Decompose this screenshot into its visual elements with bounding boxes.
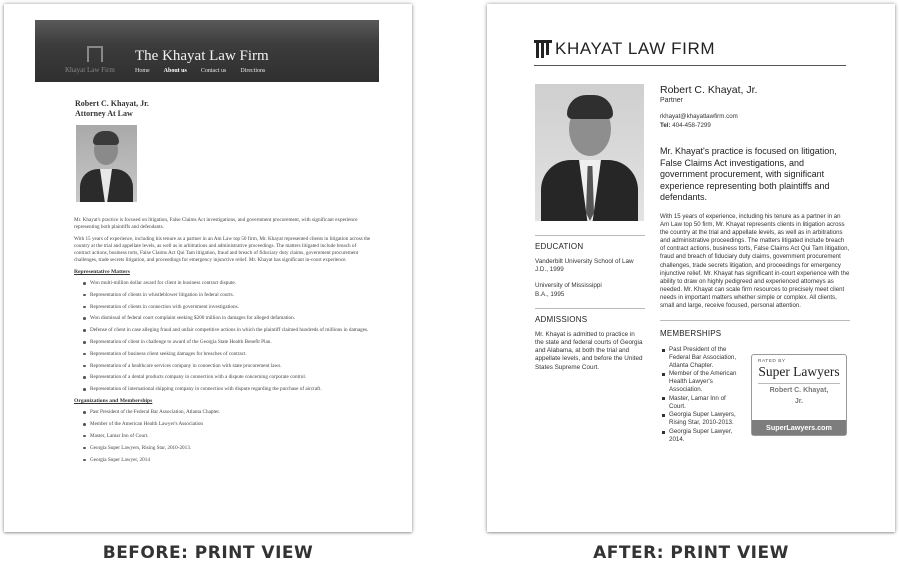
rep-matters-list [74, 280, 374, 393]
list-item: Representation of client in challenge to award of the Georgia State Health Benefit Plan. [83, 339, 374, 346]
email-link[interactable]: rkhayat@khayatlawfirm.com [660, 113, 738, 120]
attorney-heading [75, 99, 149, 119]
admissions-heading: ADMISSIONS [535, 314, 588, 324]
phone-label: Tel: [660, 121, 671, 129]
list-item: Georgia Super Lawyers, Rising Star, 2010-2013. [660, 411, 742, 427]
list-item: Past President of the Federal Bar Association, Atlanta Chapter. [83, 409, 374, 416]
bio-experience: With 15 years of experience, including his tenure as a partner in an Am Law top 50 firm, Mr. Khayat represented clients in litigation across the country at the trial and appellate levels, as well as in arbitrations and administrative proceedings. The matters litigated include breach of contract actions, business torts, False Claims Act Qui Tam litigation, fraud and breach of fiduciary duty claims, government procurement challenges, trade secrets litigation, and proceedings for emergency injunctive relief. Mr. Khayat has significant in-court experience. [74, 235, 371, 264]
bio-body [74, 217, 374, 468]
firm-logo-icon [534, 40, 552, 58]
attorney-role: Partner [660, 97, 683, 104]
bio-intro: Mr. Khayat's practice is focused on litigation, False Claims Act investigations, and government procurement, with significant experience representing both plaintiffs and defendants. [74, 217, 358, 231]
nav-contact-us[interactable]: Contact us [200, 68, 227, 74]
divider [660, 320, 850, 321]
attorney-name: Robert C. Khayat, Jr. [75, 99, 149, 108]
badge-site: SuperLawyers.com [752, 420, 846, 435]
admissions-text: Mr. Khayat is admitted to practice in the state and federal courts of Georgia and Alabama, at both the trial and appellate levels, and before the United States Supreme Court. [535, 330, 643, 371]
bio-lead: Mr. Khayat's practice is focused on litigation, False Claims Act investigations, and government procurement, with significant experience representing both plaintiffs and defendants. [660, 146, 837, 203]
site-header [35, 20, 379, 82]
before-print-page [4, 4, 412, 532]
attorney-title: Attorney At Law [75, 109, 133, 118]
main-nav [135, 68, 265, 74]
list-item: Master, Lamar Inn of Court. [83, 433, 374, 440]
education-degree: J.D., 1999 [535, 266, 564, 274]
super-lawyers-badge [751, 354, 847, 436]
badge-divider [758, 383, 840, 384]
education-item [535, 258, 645, 274]
list-item: Representation of a dental products company in connection with a dispute concerning corporate control. [83, 374, 374, 381]
education-school: University of Mississippi [535, 282, 602, 290]
list-item: Representation of business client seeking damages for breaches of contract. [83, 351, 374, 358]
education-item [535, 282, 645, 298]
orgs-heading: Organizations and Memberships [74, 398, 153, 405]
list-item: Representation of clients in connection with government investigations. [83, 304, 374, 311]
list-item: Representation of clients in whistleblower litigation in federal courts. [83, 292, 374, 299]
rep-matters-heading: Representative Matters [74, 268, 130, 275]
list-item: Defense of client in case alleging fraud and unfair competitive actions in which the plaintiff claimed hundreds of millions in damages. [83, 327, 374, 334]
list-item: Representation of international shipping company in connection with dispute regarding the purchase of aircraft. [83, 386, 374, 393]
attorney-photo [76, 125, 137, 202]
divider [535, 308, 645, 309]
orgs-list [74, 409, 374, 463]
nav-about-us[interactable]: About us [163, 68, 187, 74]
education-school: Vanderbilt University School of Law [535, 258, 634, 265]
divider [535, 235, 645, 236]
header-divider [534, 65, 846, 66]
attorney-photo [535, 84, 644, 221]
badge-name-line-1: Robert C. Khayat, [769, 387, 829, 395]
list-item: Georgia Super Lawyer, 2014. [660, 428, 742, 444]
list-item: Won multi-million dollar award for client in business contract dispute. [83, 280, 374, 287]
site-title: The Khayat Law Firm [135, 48, 269, 64]
bio-body: With 15 years of experience, including his tenure as a partner in an Am Law top 50 firm, Mr. Khayat represents clients in litigation across the country at the trial and appellate levels, as well as in arbitrations and administrative proceedings. The matters litigated include breach of contract actions, business torts, False Claims Act Qui Tam litigation, fraud and breach of fiduciary duty claims, government procurement challenges, trade secrets litigation, and proceedings for emergency injunctive relief. Mr. Khayat has significant in-court experience with the ability to draw on highly pedigreed and experienced attorneys as needed. Mr. Khayat can scale firm resources to precisely meet client needs in important matters whether simple or complex. All clients, small and large, receive focused, personal attention. [660, 212, 850, 309]
memberships-list [660, 346, 742, 444]
list-item: Past President of the Federal Bar Association, Atlanta Chapter. [660, 346, 742, 369]
list-item: Georgia Super Lawyer, 2014 [83, 457, 374, 464]
left-column [535, 235, 645, 372]
phone-number: 404-458-7299 [672, 121, 711, 129]
nav-home[interactable]: Home [135, 68, 150, 74]
header-logo-text: Khayat Law Firm [65, 66, 115, 74]
after-caption: AFTER: PRINT VIEW [593, 543, 789, 563]
list-item: Won dismissal of federal court complaint seeking $200 million in damages for alleged defamation. [83, 315, 374, 322]
education-degree: B.A., 1995 [535, 290, 565, 298]
after-print-page [487, 4, 895, 532]
phone-line [660, 122, 850, 131]
list-item: Georgia Super Lawyers, Rising Star, 2010-2013. [83, 445, 374, 452]
attorney-name: Robert C. Khayat, Jr. [660, 84, 758, 96]
nav-directions[interactable]: Directions [240, 68, 266, 74]
badge-name-line-2: Jr. [794, 398, 804, 406]
list-item: Member of the American Health Lawyer's Association. [660, 370, 742, 393]
firm-logo-text: KHAYAT LAW FIRM [555, 39, 716, 58]
memberships-heading: MEMBERSHIPS [660, 329, 722, 339]
right-column [660, 84, 850, 445]
memberships-section [660, 346, 850, 444]
list-item: Master, Lamar Inn of Court. [660, 395, 742, 411]
contact-block [660, 113, 850, 130]
badge-rated-by: RATED BY [758, 359, 786, 365]
education-heading: EDUCATION [535, 242, 584, 251]
list-item: Member of the American Health Lawyer's Association [83, 421, 374, 428]
list-item: Representation of a healthcare services company in connection with state procurement laws. [83, 363, 374, 370]
before-caption: BEFORE: PRINT VIEW [102, 543, 314, 563]
firm-logo [534, 39, 715, 59]
firm-logo-icon [87, 46, 103, 62]
badge-brand: Super Lawyers [758, 364, 840, 380]
